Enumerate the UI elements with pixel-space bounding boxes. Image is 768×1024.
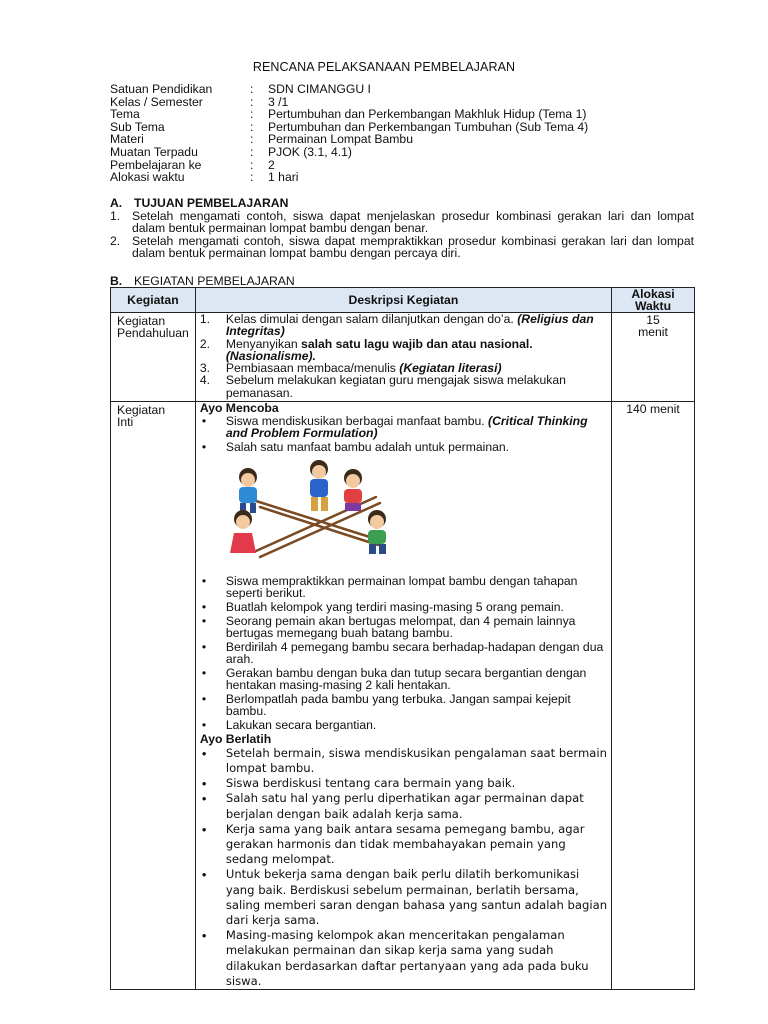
- identity-key: Alokasi waktu: [110, 170, 185, 185]
- item-value-tag: (Kegiatan literasi): [399, 361, 502, 376]
- item-text: Siswa berdiskusi tentang cara bermain yang baik.: [225, 776, 516, 791]
- item-plain-text: Salah satu manfaat bambu adalah untuk permainan.: [225, 439, 510, 454]
- identity-value: Pertumbuhan dan Perkembangan Makhluk Hidup (Tema 1): [268, 107, 587, 122]
- activity-label: Kegiatan Inti: [117, 403, 166, 430]
- bullet-icon: •: [201, 413, 207, 428]
- item-number: 1.: [110, 209, 121, 223]
- identity-value: Pertumbuhan dan Perkembangan Tumbuhan (Sub Tema 4): [268, 119, 589, 134]
- list-item: [200, 575, 611, 599]
- list-item: [200, 313, 611, 338]
- item-plain-text: Sebelum melakukan kegiatan guru mengajak siswa melakukan pemanasan.: [225, 373, 566, 400]
- time-cell: [612, 313, 695, 402]
- identity-colon: :: [250, 107, 254, 122]
- item-number: 3.: [199, 361, 211, 376]
- list-item: [200, 867, 611, 928]
- list-item: [200, 822, 611, 868]
- item-value-tag: (Nasionalisme).: [225, 348, 316, 363]
- item-value-tag: (Critical Thinking and Problem Formulation): [225, 413, 588, 440]
- column-header: Deskripsi Kegiatan: [195, 288, 611, 313]
- section-title: KEGIATAN PEMBELAJARAN: [134, 274, 295, 288]
- column-header: Kegiatan: [111, 288, 196, 313]
- list-item: [200, 641, 611, 665]
- identity-row: [110, 83, 588, 96]
- table-header-row: [111, 288, 695, 313]
- item-text: [226, 441, 509, 453]
- item-text: Kerja sama yang baik antara sesama pemegang bambu, agar gerakan harmonis dan tidak membahayakan pemain yang sedang melompat.: [225, 821, 585, 867]
- section-b-heading: [110, 274, 295, 288]
- objectives-list: [110, 210, 694, 260]
- item-text: Berdirilah 4 pemegang bambu secara berhadap-hadapan dengan dua arah.: [225, 639, 604, 667]
- identity-key: Satuan Pendidikan: [110, 82, 213, 96]
- list-item: [200, 791, 611, 821]
- list-item: [110, 235, 694, 260]
- page-title: RENCANA PELAKSANAAN PEMBELAJARAN: [252, 60, 516, 74]
- item-text: [226, 313, 611, 338]
- item-plain-text: Pembiasaan membaca/menulis: [225, 361, 400, 376]
- bullet-icon: •: [201, 776, 207, 792]
- children-playing-bamboo-jump-illustration: [226, 459, 396, 569]
- identity-value: SDN CIMANGGU I: [268, 82, 371, 96]
- identity-value: 2: [268, 157, 275, 172]
- identity-value: PJOK (3.1, 4.1): [268, 144, 352, 159]
- identity-key: Sub Tema: [110, 119, 165, 134]
- time-cell: 140 menit: [612, 402, 695, 990]
- list-item: [200, 928, 611, 989]
- section-title: TUJUAN PEMBELAJARAN: [134, 196, 289, 210]
- identity-key: Pembelajaran ke: [110, 157, 202, 172]
- identity-colon: :: [250, 157, 254, 172]
- description-cell: [195, 402, 611, 990]
- identity-block: [110, 83, 588, 184]
- table-row: [111, 402, 695, 990]
- identity-value: Permainan Lompat Bambu: [268, 132, 413, 147]
- table-row: [111, 313, 695, 402]
- section-a-heading: [110, 196, 288, 210]
- item-plain-text: Siswa mendiskusikan berbagai manfaat bambu.: [225, 413, 489, 428]
- item-number: 2.: [199, 336, 211, 351]
- item-value-tag: (Religius dan Integritas): [225, 312, 594, 339]
- bullet-icon: •: [201, 692, 207, 707]
- item-text: [226, 415, 611, 439]
- list-item: [200, 374, 611, 399]
- list-item: [200, 776, 611, 791]
- bullet-icon: •: [201, 599, 207, 614]
- item-text: [226, 374, 611, 399]
- list-item: [200, 719, 611, 731]
- identity-colon: :: [250, 119, 254, 134]
- bullet-icon: •: [201, 791, 207, 807]
- item-text: Seorang pemain akan bertugas melompat, dan 4 pemain lainnya bertugas memegang buah batang bambu.: [225, 613, 576, 641]
- item-text: Untuk bekerja sama dengan baik perlu dilatih berkomunikasi yang baik. Berdiskusi sebelum permainan, berlatih bersama, saling memberi saran dengan bahasa yang santun adalah bagian dari kerja sama.: [225, 867, 608, 927]
- item-bold-text: salah satu lagu wajib dan atau nasional.: [301, 336, 533, 351]
- identity-row: [110, 171, 588, 184]
- identity-key: Materi: [110, 132, 144, 147]
- subheading-ayo-berlatih: Ayo Berlatih: [199, 732, 272, 747]
- column-header: Alokasi Waktu: [612, 288, 695, 313]
- identity-row: [110, 146, 588, 159]
- description-cell: [195, 313, 611, 402]
- identity-colon: :: [250, 170, 254, 185]
- identity-row: [110, 108, 588, 121]
- list-item: [200, 441, 611, 453]
- identity-colon: :: [250, 82, 254, 96]
- item-number: 2.: [110, 233, 121, 248]
- list-item: [200, 615, 611, 639]
- item-number: 4.: [199, 373, 211, 388]
- item-text: Siswa mempraktikkan permainan lompat bambu dengan tahapan seperti berikut.: [225, 573, 578, 601]
- item-text: Lakukan secara bergantian.: [225, 718, 377, 733]
- section-label: B.: [110, 274, 123, 288]
- list-item: [200, 601, 611, 613]
- item-plain-text: Kelas dimulai dengan salam dilanjutkan dengan do’a.: [225, 312, 518, 326]
- bullet-icon: •: [201, 666, 207, 681]
- bullet-icon: •: [201, 613, 207, 628]
- activity-cell: [111, 402, 196, 990]
- subheading-ayo-mencoba: Ayo Mencoba: [199, 401, 279, 415]
- bullet-icon: •: [201, 745, 207, 761]
- list-item: [200, 667, 611, 691]
- bullet-icon: •: [201, 928, 207, 944]
- item-text: Masing-masing kelompok akan menceritakan pengalaman melakukan permainan dan sikap kerja sama yang sudah dilakukan berdasarkan daftar pertanyaan yang ada pada buku siswa.: [225, 928, 589, 988]
- bullet-icon: •: [201, 573, 207, 588]
- item-text: Buatlah kelompok yang terdiri masing-masing 5 orang pemain.: [225, 599, 564, 614]
- item-text: Setelah mengamati contoh, siswa dapat mempraktikkan prosedur kombinasi gerakan lari dan lompat dalam bentuk permainan lompat bambu dengan percaya diri.: [132, 233, 694, 261]
- item-text: Setelah mengamati contoh, siswa dapat menjelaskan prosedur kombinasi gerakan lari dan lompat dalam bentuk permainan lompat bambu dengan benar.: [132, 209, 694, 236]
- time-value: 15 menit: [638, 313, 668, 340]
- identity-key: Kelas / Semester: [110, 94, 203, 109]
- item-text: [226, 338, 533, 363]
- identity-value: 3 /1: [268, 94, 289, 109]
- identity-key: Tema: [110, 107, 140, 122]
- item-text: Setelah bermain, siswa mendiskusikan pengalaman saat bermain lompat bambu.: [225, 745, 607, 775]
- list-item: [200, 338, 611, 363]
- identity-colon: :: [250, 94, 254, 109]
- bullet-icon: •: [201, 821, 207, 837]
- item-text: Berlompatlah pada bambu yang terbuka. Jangan sampai kejepit bambu.: [225, 692, 571, 719]
- item-number: 1.: [199, 312, 211, 326]
- list-item: [110, 210, 694, 235]
- identity-value: 1 hari: [268, 170, 299, 185]
- bullet-icon: •: [201, 639, 207, 654]
- activity-table: [110, 287, 695, 990]
- item-plain-text: Menyanyikan: [225, 336, 302, 351]
- list-item: [200, 693, 611, 717]
- list-item: [200, 746, 611, 776]
- identity-colon: :: [250, 132, 254, 147]
- list-item: [200, 415, 611, 439]
- item-text: Gerakan bambu dengan buka dan tutup secara bergantian dengan hentakan masing-masing 2 kali hentakan.: [225, 666, 587, 693]
- identity-key: Muatan Terpadu: [110, 144, 198, 159]
- bullet-icon: •: [201, 439, 207, 454]
- section-label: A.: [110, 196, 123, 210]
- bullet-icon: •: [201, 718, 207, 733]
- item-text: Salah satu hal yang perlu diperhatikan agar permainan dapat berjalan dengan baik adalah kerja sama.: [225, 791, 584, 821]
- bullet-icon: •: [201, 867, 207, 883]
- activity-cell: Kegiatan Pendahuluan: [111, 313, 196, 402]
- identity-colon: :: [250, 144, 254, 159]
